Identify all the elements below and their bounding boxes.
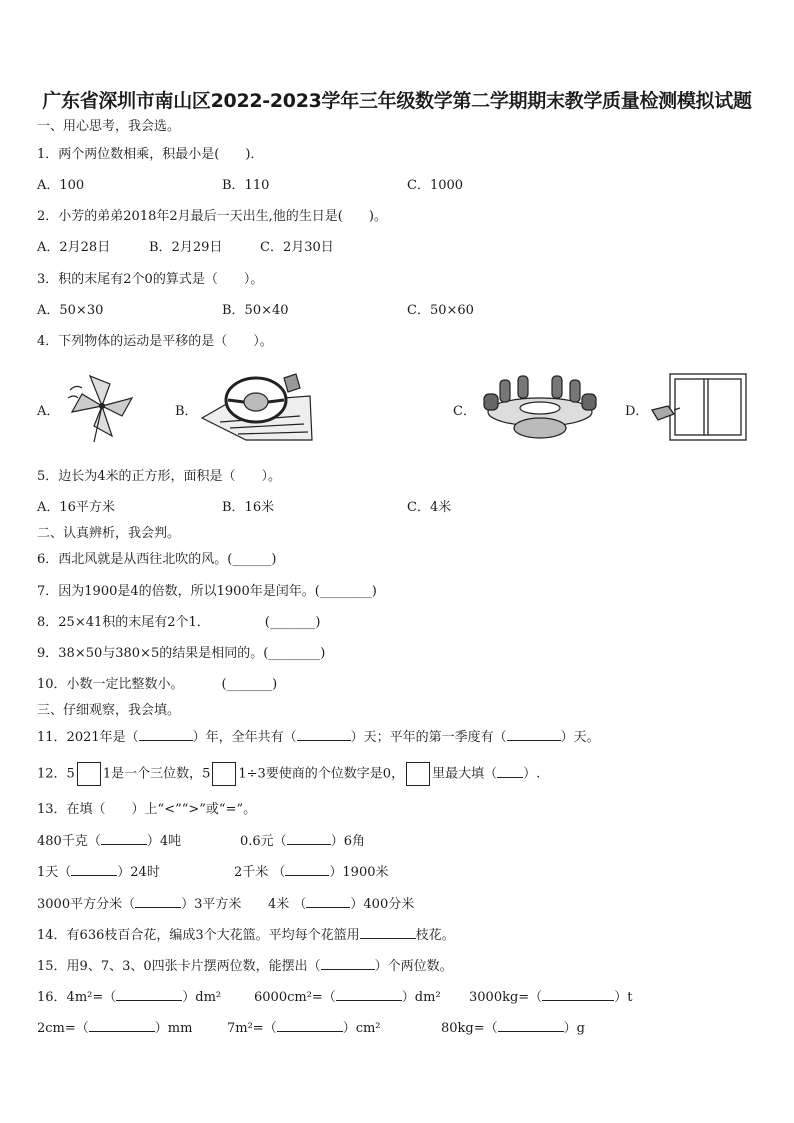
q1-option-a: A．100 [37, 178, 85, 193]
q16-text-12: ）g [563, 1021, 585, 1036]
q11-text-2: ）年，全年共有（ [192, 730, 297, 745]
q16-blank-4[interactable] [89, 1019, 155, 1032]
q4-option-d: D． [625, 404, 649, 419]
question-3: 3．积的末尾有2个0的算式是（ ）。 [37, 272, 264, 287]
q13-r2-text-3: 2千米 （ [234, 865, 286, 880]
q13-blank-4[interactable] [285, 863, 329, 876]
q13-blank-3[interactable] [71, 863, 117, 876]
q13-row-1 [37, 832, 181, 851]
q9-text: 9．38×50与380×5的结果是相同的。 [37, 646, 264, 661]
q2-option-a: A．2月28日 [37, 240, 111, 255]
q16-row-1-right [469, 988, 632, 1007]
q16-row-2-middle [227, 1019, 381, 1038]
q6-answer-blank[interactable]: (______) [227, 552, 277, 567]
q2-option-c: C．2月30日 [260, 240, 334, 255]
q11-text-1: 11．2021年是（ [37, 730, 139, 745]
q10-answer-blank[interactable]: (_______) [221, 677, 278, 692]
q16-text-2: ）dm² [182, 990, 222, 1005]
q16-text-9: 7m²=（ [227, 1021, 277, 1036]
q13-r3-text-3: 4米 （ [268, 897, 307, 912]
page-title: 广东省深圳市南山区2022-2023学年三年级数学第二学期期末教学质量检测模拟试题 [42, 90, 752, 112]
q13-r2-text-4: ）1900米 [329, 865, 389, 880]
carousel-image [478, 372, 603, 444]
q13-blank-5[interactable] [135, 895, 181, 908]
q13-r3-text-4: ）400分米 [350, 897, 415, 912]
q14-blank[interactable] [360, 926, 416, 939]
section-3-heading: 三、仔细观察，我会填。 [37, 703, 181, 718]
q13-r3-text-1: 3000平方分米（ [37, 897, 136, 912]
q2-option-b: B．2月29日 [149, 240, 223, 255]
q8-text: 8．25×41积的末尾有2个1． [37, 615, 210, 630]
question-2: 2．小芳的弟弟2018年2月最后一天出生,他的生日是( )。 [37, 209, 387, 224]
q12-text-2: 1是一个三位数，5 [102, 766, 211, 782]
q12-text-4: 里最大填（ [432, 766, 498, 782]
sliding-window-image [648, 370, 753, 442]
q16-text-7: 2cm=（ [37, 1021, 89, 1036]
q16-blank-5[interactable] [277, 1019, 343, 1032]
question-12 [37, 762, 540, 786]
q16-text-4: ）dm² [401, 990, 441, 1005]
q4-option-c: C． [453, 404, 476, 419]
q16-row-1-middle [254, 988, 441, 1007]
q13-row-2-right [234, 863, 389, 882]
q14-text-2: 枝花。 [415, 928, 455, 943]
question-14 [37, 926, 455, 945]
q1-option-b: B．110 [222, 178, 270, 193]
q15-text-1: 15．用9、7、3、0四张卡片摆两位数，能摆出（ [37, 959, 321, 974]
q5-option-c: C．4米 [407, 500, 452, 515]
q8-answer-blank[interactable]: (_______) [264, 615, 321, 630]
q5-option-b: B．16米 [222, 500, 275, 515]
q12-text-3: 1÷3要使商的个位数字是0， [238, 766, 405, 782]
q16-blank-3[interactable] [542, 988, 614, 1001]
question-11 [37, 728, 600, 747]
q12-text-1: 12．5 [37, 766, 75, 782]
q16-row-2-right [441, 1019, 585, 1038]
q13-r2-text-2: ）24时 [117, 865, 160, 880]
q13-row-1-right [240, 832, 365, 851]
question-10 [37, 676, 277, 694]
q7-answer-blank[interactable]: (________) [314, 584, 377, 599]
q11-blank-quarter-days[interactable] [507, 728, 561, 741]
question-15 [37, 957, 453, 976]
q1-option-c: C．1000 [407, 178, 464, 193]
section-2-heading: 二、认真辨析，我会判。 [37, 526, 181, 541]
question-13: 13．在填（ ）上“<”“>”或“=”。 [37, 802, 257, 817]
q5-option-a: A．16平方米 [37, 500, 115, 515]
q16-blank-1[interactable] [116, 988, 182, 1001]
q11-text-4: ）天。 [560, 730, 600, 745]
q6-text: 6．西北风就是从西往北吹的风。 [37, 552, 228, 567]
q15-text-2: ）个两位数。 [374, 959, 453, 974]
q13-r3-text-2: ）3平方米 [181, 897, 242, 912]
question-8 [37, 614, 320, 632]
q16-text-11: 80kg=（ [441, 1021, 498, 1036]
q16-text-6: ）t [614, 990, 633, 1005]
q16-text-1: 16．4m²=（ [37, 990, 117, 1005]
q10-text: 10．小数一定比整数小。 [37, 677, 184, 692]
q16-text-8: ）mm [154, 1021, 193, 1036]
q12-digit-box-2[interactable] [212, 762, 236, 786]
q13-blank-2[interactable] [287, 832, 331, 845]
section-1-heading: 一、用心思考，我会选。 [37, 119, 181, 134]
q4-option-b: B． [175, 404, 198, 419]
q11-text-3: ）天；平年的第一季度有（ [350, 730, 507, 745]
question-4: 4．下列物体的运动是平移的是（ ）。 [37, 334, 273, 349]
q13-row-3-right [268, 895, 414, 914]
q12-text-5: ）. [523, 766, 541, 782]
q11-blank-year-type[interactable] [139, 728, 193, 741]
q13-blank-6[interactable] [306, 895, 350, 908]
question-5: 5．边长为4米的正方形，面积是（ ）。 [37, 469, 282, 484]
q4-option-a: A． [37, 404, 60, 419]
q3-option-a: A．50×30 [37, 303, 104, 318]
q9-answer-blank[interactable]: (________) [263, 646, 326, 661]
question-1: 1．两个两位数相乘，积最小是( )． [37, 147, 264, 162]
q16-blank-2[interactable] [336, 988, 402, 1001]
question-7 [37, 583, 377, 601]
q13-r1-text-3: 0.6元（ [240, 834, 287, 849]
q14-text-1: 14．有636枝百合花，编成3个大花篮。平均每个花篮用 [37, 928, 360, 943]
q13-row-3 [37, 895, 241, 914]
q12-blank-max[interactable] [497, 765, 523, 778]
q16-row-1-left [37, 988, 221, 1007]
q16-row-2-left [37, 1019, 192, 1038]
q13-r1-text-2: ）4吨 [146, 834, 182, 849]
q16-text-5: 3000kg=（ [469, 990, 543, 1005]
steering-wheel-image [200, 370, 315, 442]
q13-blank-1[interactable] [101, 832, 147, 845]
q11-blank-days[interactable] [297, 728, 351, 741]
q16-text-10: ）cm² [342, 1021, 381, 1036]
q16-text-3: 6000cm²=（ [254, 990, 336, 1005]
question-9 [37, 645, 325, 663]
q13-r2-text-1: 1天（ [37, 865, 72, 880]
q16-blank-6[interactable] [498, 1019, 564, 1032]
q13-r1-text-1: 480千克（ [37, 834, 101, 849]
q3-option-b: B．50×40 [222, 303, 289, 318]
q12-digit-box-1[interactable] [77, 762, 101, 786]
q15-blank[interactable] [321, 957, 375, 970]
q13-row-2 [37, 863, 160, 882]
pinwheel-image [60, 370, 140, 442]
q12-digit-box-3[interactable] [406, 762, 430, 786]
question-6 [37, 551, 276, 569]
q7-text: 7．因为1900是4的倍数，所以1900年是闰年。 [37, 584, 315, 599]
q3-option-c: C．50×60 [407, 303, 474, 318]
q13-r1-text-4: ）6角 [330, 834, 365, 849]
